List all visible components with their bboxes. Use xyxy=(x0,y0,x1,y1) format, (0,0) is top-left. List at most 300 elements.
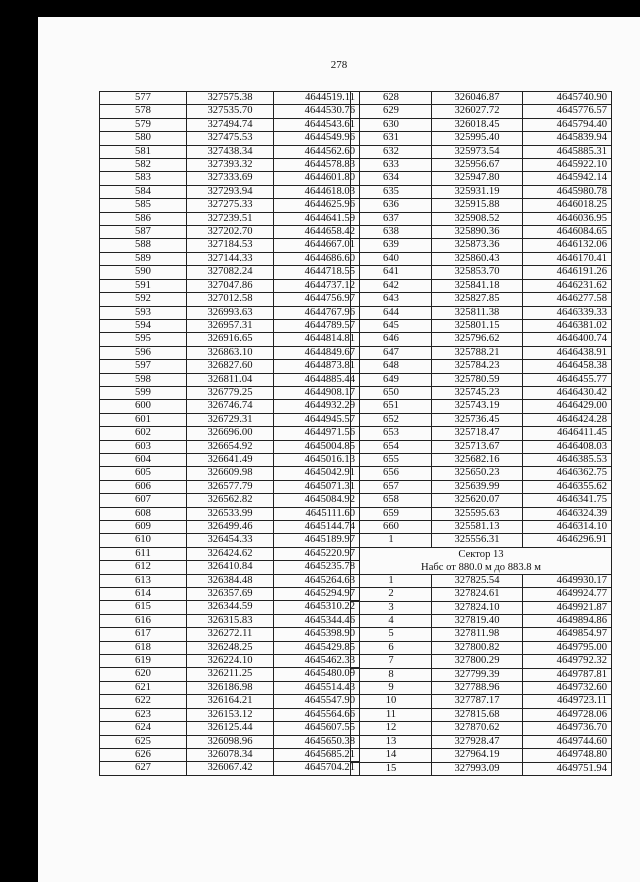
coord-y: 4645564.66 xyxy=(274,708,360,721)
coord-x: 325995.40 xyxy=(432,132,523,145)
coord-x: 326641.49 xyxy=(187,453,274,466)
coord-x: 326384.48 xyxy=(187,574,274,587)
coord-y: 4646170.41 xyxy=(523,252,612,265)
table-row xyxy=(100,708,360,721)
coord-y: 4649787.81 xyxy=(523,668,612,681)
table-row xyxy=(351,722,612,735)
coord-y: 4645310.22 xyxy=(274,601,360,614)
coord-x: 325956.67 xyxy=(432,159,523,172)
point-number: 628 xyxy=(351,92,432,105)
coord-x: 326779.25 xyxy=(187,386,274,399)
coord-y: 4649921.87 xyxy=(523,601,612,614)
point-number: 4 xyxy=(351,615,432,628)
coord-y: 4644578.83 xyxy=(274,159,360,172)
coord-x: 327824.61 xyxy=(432,588,523,601)
coord-x: 326272.11 xyxy=(187,628,274,641)
coord-x: 325650.23 xyxy=(432,467,523,480)
point-number: 650 xyxy=(351,386,432,399)
coord-y: 4645514.43 xyxy=(274,681,360,694)
table-row xyxy=(100,748,360,761)
table-row xyxy=(351,400,612,413)
table-row xyxy=(351,641,612,654)
coord-y: 4645042.91 xyxy=(274,467,360,480)
coord-x: 327928.47 xyxy=(432,735,523,748)
coord-y: 4646324.39 xyxy=(523,507,612,520)
coord-y: 4644686.60 xyxy=(274,252,360,265)
point-number: 593 xyxy=(100,306,187,319)
table-row xyxy=(100,480,360,493)
point-number: 623 xyxy=(100,708,187,721)
coord-y: 4644971.56 xyxy=(274,427,360,440)
coord-y: 4645016.13 xyxy=(274,453,360,466)
sector-header-row xyxy=(351,547,612,574)
table-row xyxy=(351,588,612,601)
point-number: 613 xyxy=(100,574,187,587)
coord-x: 326027.72 xyxy=(432,105,523,118)
coord-y: 4649854.97 xyxy=(523,628,612,641)
table-row xyxy=(351,346,612,359)
coord-y: 4646424.28 xyxy=(523,413,612,426)
table-row xyxy=(100,668,360,681)
coord-y: 4645111.60 xyxy=(274,507,360,520)
table-row xyxy=(351,386,612,399)
coord-y: 4646430.42 xyxy=(523,386,612,399)
coord-y: 4645429.85 xyxy=(274,641,360,654)
point-number: 602 xyxy=(100,427,187,440)
point-number: 588 xyxy=(100,239,187,252)
coord-y: 4644530.76 xyxy=(274,105,360,118)
table-row xyxy=(100,601,360,614)
point-number: 639 xyxy=(351,239,432,252)
point-number: 626 xyxy=(100,748,187,761)
table-row xyxy=(100,427,360,440)
table-row xyxy=(351,735,612,748)
coord-x: 327787.17 xyxy=(432,695,523,708)
coord-x: 327393.32 xyxy=(187,159,274,172)
sector-title: Сектор 13 xyxy=(458,548,504,560)
coord-x: 326729.31 xyxy=(187,413,274,426)
table-row xyxy=(351,293,612,306)
point-number: 13 xyxy=(351,735,432,748)
point-number: 585 xyxy=(100,199,187,212)
coord-y: 4645220.97 xyxy=(274,547,360,560)
coord-y: 4649792.32 xyxy=(523,655,612,668)
point-number: 616 xyxy=(100,614,187,627)
table-row xyxy=(100,534,360,547)
table-row xyxy=(351,628,612,641)
point-number: 12 xyxy=(351,722,432,735)
table-row xyxy=(100,574,360,587)
coord-y: 4644562.60 xyxy=(274,145,360,158)
coord-x: 326957.31 xyxy=(187,319,274,332)
table-row xyxy=(351,467,612,480)
coord-x: 325556.31 xyxy=(432,534,523,547)
coord-x: 325931.19 xyxy=(432,185,523,198)
point-number: 624 xyxy=(100,722,187,735)
coord-y: 4645189.97 xyxy=(274,534,360,547)
point-number: 621 xyxy=(100,681,187,694)
table-row xyxy=(100,588,360,601)
coord-y: 4644767.96 xyxy=(274,306,360,319)
coord-y: 4645235.78 xyxy=(274,561,360,574)
table-row xyxy=(351,172,612,185)
coord-y: 4649894.86 xyxy=(523,615,612,628)
coord-y: 4644625.96 xyxy=(274,199,360,212)
table-row xyxy=(351,373,612,386)
coord-y: 4646277.58 xyxy=(523,293,612,306)
coord-y: 4646132.06 xyxy=(523,239,612,252)
point-number: 625 xyxy=(100,735,187,748)
table-row xyxy=(100,681,360,694)
coord-y: 4644908.17 xyxy=(274,386,360,399)
table-row xyxy=(351,239,612,252)
coord-x: 326357.69 xyxy=(187,588,274,601)
coord-y: 4644885.44 xyxy=(274,373,360,386)
coord-x: 325713.67 xyxy=(432,440,523,453)
coord-x: 325853.70 xyxy=(432,266,523,279)
point-number: 587 xyxy=(100,226,187,239)
coord-x: 325736.45 xyxy=(432,413,523,426)
coord-x: 326916.65 xyxy=(187,333,274,346)
coord-y: 4646231.62 xyxy=(523,279,612,292)
point-number: 592 xyxy=(100,293,187,306)
table-row xyxy=(100,628,360,641)
point-number: 15 xyxy=(351,762,432,775)
point-number: 582 xyxy=(100,159,187,172)
point-number: 659 xyxy=(351,507,432,520)
table-row xyxy=(351,105,612,118)
table-row xyxy=(351,427,612,440)
coord-y: 4645480.09 xyxy=(274,668,360,681)
table-row xyxy=(351,708,612,721)
coord-x: 325780.59 xyxy=(432,373,523,386)
table-row xyxy=(100,252,360,265)
coord-x: 326577.79 xyxy=(187,480,274,493)
table-row xyxy=(100,279,360,292)
coord-x: 326696.00 xyxy=(187,427,274,440)
table-row xyxy=(100,159,360,172)
point-number: 1 xyxy=(351,534,432,547)
coord-x: 326993.63 xyxy=(187,306,274,319)
coord-x: 327494.74 xyxy=(187,118,274,131)
point-number: 606 xyxy=(100,480,187,493)
table-row xyxy=(351,453,612,466)
table-row xyxy=(351,226,612,239)
coord-x: 327800.82 xyxy=(432,641,523,654)
point-number: 580 xyxy=(100,132,187,145)
table-row xyxy=(100,453,360,466)
coord-x: 326424.62 xyxy=(187,547,274,560)
point-number: 2 xyxy=(351,588,432,601)
table-row xyxy=(351,360,612,373)
coord-x: 325841.18 xyxy=(432,279,523,292)
coord-y: 4649744.60 xyxy=(523,735,612,748)
coord-x: 326746.74 xyxy=(187,400,274,413)
coordinates-table-left xyxy=(99,91,360,776)
coord-x: 325796.62 xyxy=(432,333,523,346)
table-row xyxy=(100,722,360,735)
table-row xyxy=(100,293,360,306)
coord-x: 325873.36 xyxy=(432,239,523,252)
point-number: 581 xyxy=(100,145,187,158)
point-number: 640 xyxy=(351,252,432,265)
table-row xyxy=(351,615,612,628)
coord-x: 327275.33 xyxy=(187,199,274,212)
page-number: 278 xyxy=(330,59,348,71)
coord-x: 327870.62 xyxy=(432,722,523,735)
point-number: 601 xyxy=(100,413,187,426)
coord-x: 326533.99 xyxy=(187,507,274,520)
coord-x: 327239.51 xyxy=(187,212,274,225)
coord-y: 4645942.14 xyxy=(523,172,612,185)
point-number: 577 xyxy=(100,92,187,105)
sector-header xyxy=(351,547,612,574)
coord-y: 4644549.96 xyxy=(274,132,360,145)
table-row xyxy=(351,199,612,212)
coord-y: 4644945.57 xyxy=(274,413,360,426)
point-number: 644 xyxy=(351,306,432,319)
coord-y: 4645462.33 xyxy=(274,655,360,668)
point-number: 638 xyxy=(351,226,432,239)
coord-y: 4645980.78 xyxy=(523,185,612,198)
table-row xyxy=(351,480,612,493)
table-row xyxy=(351,185,612,198)
coord-x: 327333.69 xyxy=(187,172,274,185)
coord-x: 327012.58 xyxy=(187,293,274,306)
table-row xyxy=(100,105,360,118)
coord-y: 4649736.70 xyxy=(523,722,612,735)
coord-x: 327475.53 xyxy=(187,132,274,145)
coord-y: 4646355.62 xyxy=(523,480,612,493)
coord-x: 325890.36 xyxy=(432,226,523,239)
coord-y: 4644667.01 xyxy=(274,239,360,252)
coord-x: 326186.98 xyxy=(187,681,274,694)
table-row xyxy=(351,601,612,614)
coord-y: 4646385.53 xyxy=(523,453,612,466)
point-number: 641 xyxy=(351,266,432,279)
point-number: 7 xyxy=(351,655,432,668)
table-row xyxy=(351,494,612,507)
coord-x: 326164.21 xyxy=(187,695,274,708)
table-row xyxy=(351,413,612,426)
coord-x: 326211.25 xyxy=(187,668,274,681)
coord-y: 4649795.00 xyxy=(523,641,612,654)
coord-x: 326078.34 xyxy=(187,748,274,761)
point-number: 10 xyxy=(351,695,432,708)
coord-y: 4645264.63 xyxy=(274,574,360,587)
point-number: 618 xyxy=(100,641,187,654)
coord-y: 4645922.10 xyxy=(523,159,612,172)
coord-x: 325827.85 xyxy=(432,293,523,306)
point-number: 636 xyxy=(351,199,432,212)
point-number: 651 xyxy=(351,400,432,413)
table-row xyxy=(351,749,612,762)
table-row xyxy=(351,668,612,681)
table-row xyxy=(351,762,612,775)
coord-y: 4644718.55 xyxy=(274,266,360,279)
coord-x: 326811.04 xyxy=(187,373,274,386)
table-row xyxy=(100,413,360,426)
point-number: 642 xyxy=(351,279,432,292)
coord-x: 327800.29 xyxy=(432,655,523,668)
table-row xyxy=(100,319,360,332)
coord-y: 4645398.90 xyxy=(274,628,360,641)
coord-x: 326315.83 xyxy=(187,614,274,627)
coord-y: 4644618.03 xyxy=(274,185,360,198)
coord-y: 4649924.77 xyxy=(523,588,612,601)
table-row xyxy=(100,467,360,480)
point-number: 645 xyxy=(351,319,432,332)
point-number: 609 xyxy=(100,521,187,534)
table-row xyxy=(100,641,360,654)
table-row xyxy=(100,199,360,212)
coord-y: 4644641.59 xyxy=(274,212,360,225)
coord-y: 4649723.11 xyxy=(523,695,612,708)
table-row xyxy=(100,360,360,373)
coord-x: 326827.60 xyxy=(187,360,274,373)
coord-y: 4644789.57 xyxy=(274,319,360,332)
point-number: 596 xyxy=(100,346,187,359)
coord-x: 325908.52 xyxy=(432,212,523,225)
point-number: 6 xyxy=(351,641,432,654)
point-number: 658 xyxy=(351,494,432,507)
coord-x: 325947.80 xyxy=(432,172,523,185)
point-number: 591 xyxy=(100,279,187,292)
point-number: 584 xyxy=(100,185,187,198)
sector-subtitle: Набс от 880.0 м до 883.8 м xyxy=(421,561,541,573)
point-number: 622 xyxy=(100,695,187,708)
coord-y: 4645776.57 xyxy=(523,105,612,118)
coord-x: 327825.54 xyxy=(432,574,523,587)
coord-x: 327811.98 xyxy=(432,628,523,641)
point-number: 649 xyxy=(351,373,432,386)
coord-y: 4646411.45 xyxy=(523,427,612,440)
table-row xyxy=(100,239,360,252)
point-number: 589 xyxy=(100,252,187,265)
table-row xyxy=(100,547,360,560)
point-number: 8 xyxy=(351,668,432,681)
table-row xyxy=(100,185,360,198)
coord-x: 327824.10 xyxy=(432,601,523,614)
point-number: 600 xyxy=(100,400,187,413)
point-number: 14 xyxy=(351,749,432,762)
coord-x: 325860.43 xyxy=(432,252,523,265)
table-row xyxy=(351,333,612,346)
coord-x: 326248.25 xyxy=(187,641,274,654)
coord-x: 325745.23 xyxy=(432,386,523,399)
coord-x: 326125.44 xyxy=(187,722,274,735)
coord-y: 4644658.42 xyxy=(274,226,360,239)
point-number: 615 xyxy=(100,601,187,614)
coord-y: 4645885.31 xyxy=(523,145,612,158)
point-number: 607 xyxy=(100,494,187,507)
point-number: 9 xyxy=(351,682,432,695)
point-number: 579 xyxy=(100,118,187,131)
table-row xyxy=(351,145,612,158)
table-row xyxy=(351,212,612,225)
table-row xyxy=(100,132,360,145)
table-row xyxy=(100,561,360,574)
table-row xyxy=(351,159,612,172)
coord-x: 327993.09 xyxy=(432,762,523,775)
table-row xyxy=(100,440,360,453)
table-row xyxy=(100,346,360,359)
table-row xyxy=(351,266,612,279)
coord-x: 325743.19 xyxy=(432,400,523,413)
point-number: 586 xyxy=(100,212,187,225)
coord-x: 325973.54 xyxy=(432,145,523,158)
coord-y: 4645704.21 xyxy=(274,762,360,775)
point-number: 654 xyxy=(351,440,432,453)
coordinates-table-right xyxy=(350,91,612,776)
coord-y: 4646314.10 xyxy=(523,521,612,534)
coord-y: 4645344.46 xyxy=(274,614,360,627)
coord-x: 327964.19 xyxy=(432,749,523,762)
coord-y: 4644543.61 xyxy=(274,118,360,131)
coord-y: 4645607.55 xyxy=(274,722,360,735)
coord-x: 326098.96 xyxy=(187,735,274,748)
coord-y: 4646362.75 xyxy=(523,467,612,480)
coord-x: 327438.34 xyxy=(187,145,274,158)
coord-x: 325682.16 xyxy=(432,453,523,466)
point-number: 604 xyxy=(100,453,187,466)
coord-y: 4646455.77 xyxy=(523,373,612,386)
coord-x: 326499.46 xyxy=(187,521,274,534)
table-row xyxy=(351,279,612,292)
coord-y: 4645794.40 xyxy=(523,118,612,131)
coord-x: 327082.24 xyxy=(187,266,274,279)
table-row xyxy=(351,252,612,265)
coord-y: 4646084.65 xyxy=(523,226,612,239)
point-number: 612 xyxy=(100,561,187,574)
coord-y: 4645650.38 xyxy=(274,735,360,748)
coord-y: 4645144.74 xyxy=(274,521,360,534)
point-number: 608 xyxy=(100,507,187,520)
coord-x: 326454.33 xyxy=(187,534,274,547)
point-number: 637 xyxy=(351,212,432,225)
coord-y: 4646458.38 xyxy=(523,360,612,373)
coord-y: 4646429.00 xyxy=(523,400,612,413)
point-number: 657 xyxy=(351,480,432,493)
coord-y: 4649751.94 xyxy=(523,762,612,775)
coord-y: 4649748.80 xyxy=(523,749,612,762)
point-number: 648 xyxy=(351,360,432,373)
coord-x: 326153.12 xyxy=(187,708,274,721)
point-number: 1 xyxy=(351,574,432,587)
coord-y: 4644814.81 xyxy=(274,333,360,346)
coord-y: 4645071.31 xyxy=(274,480,360,493)
point-number: 620 xyxy=(100,668,187,681)
point-number: 643 xyxy=(351,293,432,306)
point-number: 633 xyxy=(351,159,432,172)
table-row xyxy=(351,507,612,520)
coord-x: 325718.47 xyxy=(432,427,523,440)
table-row xyxy=(100,226,360,239)
coord-x: 327535.70 xyxy=(187,105,274,118)
coord-y: 4645004.85 xyxy=(274,440,360,453)
point-number: 631 xyxy=(351,132,432,145)
coord-y: 4645740.90 xyxy=(523,92,612,105)
coord-x: 327799.39 xyxy=(432,668,523,681)
coord-x: 325620.07 xyxy=(432,494,523,507)
coord-x: 325581.13 xyxy=(432,521,523,534)
point-number: 599 xyxy=(100,386,187,399)
table-row xyxy=(100,494,360,507)
coord-y: 4644756.97 xyxy=(274,293,360,306)
table-row xyxy=(100,373,360,386)
table-row xyxy=(100,145,360,158)
point-number: 611 xyxy=(100,547,187,560)
